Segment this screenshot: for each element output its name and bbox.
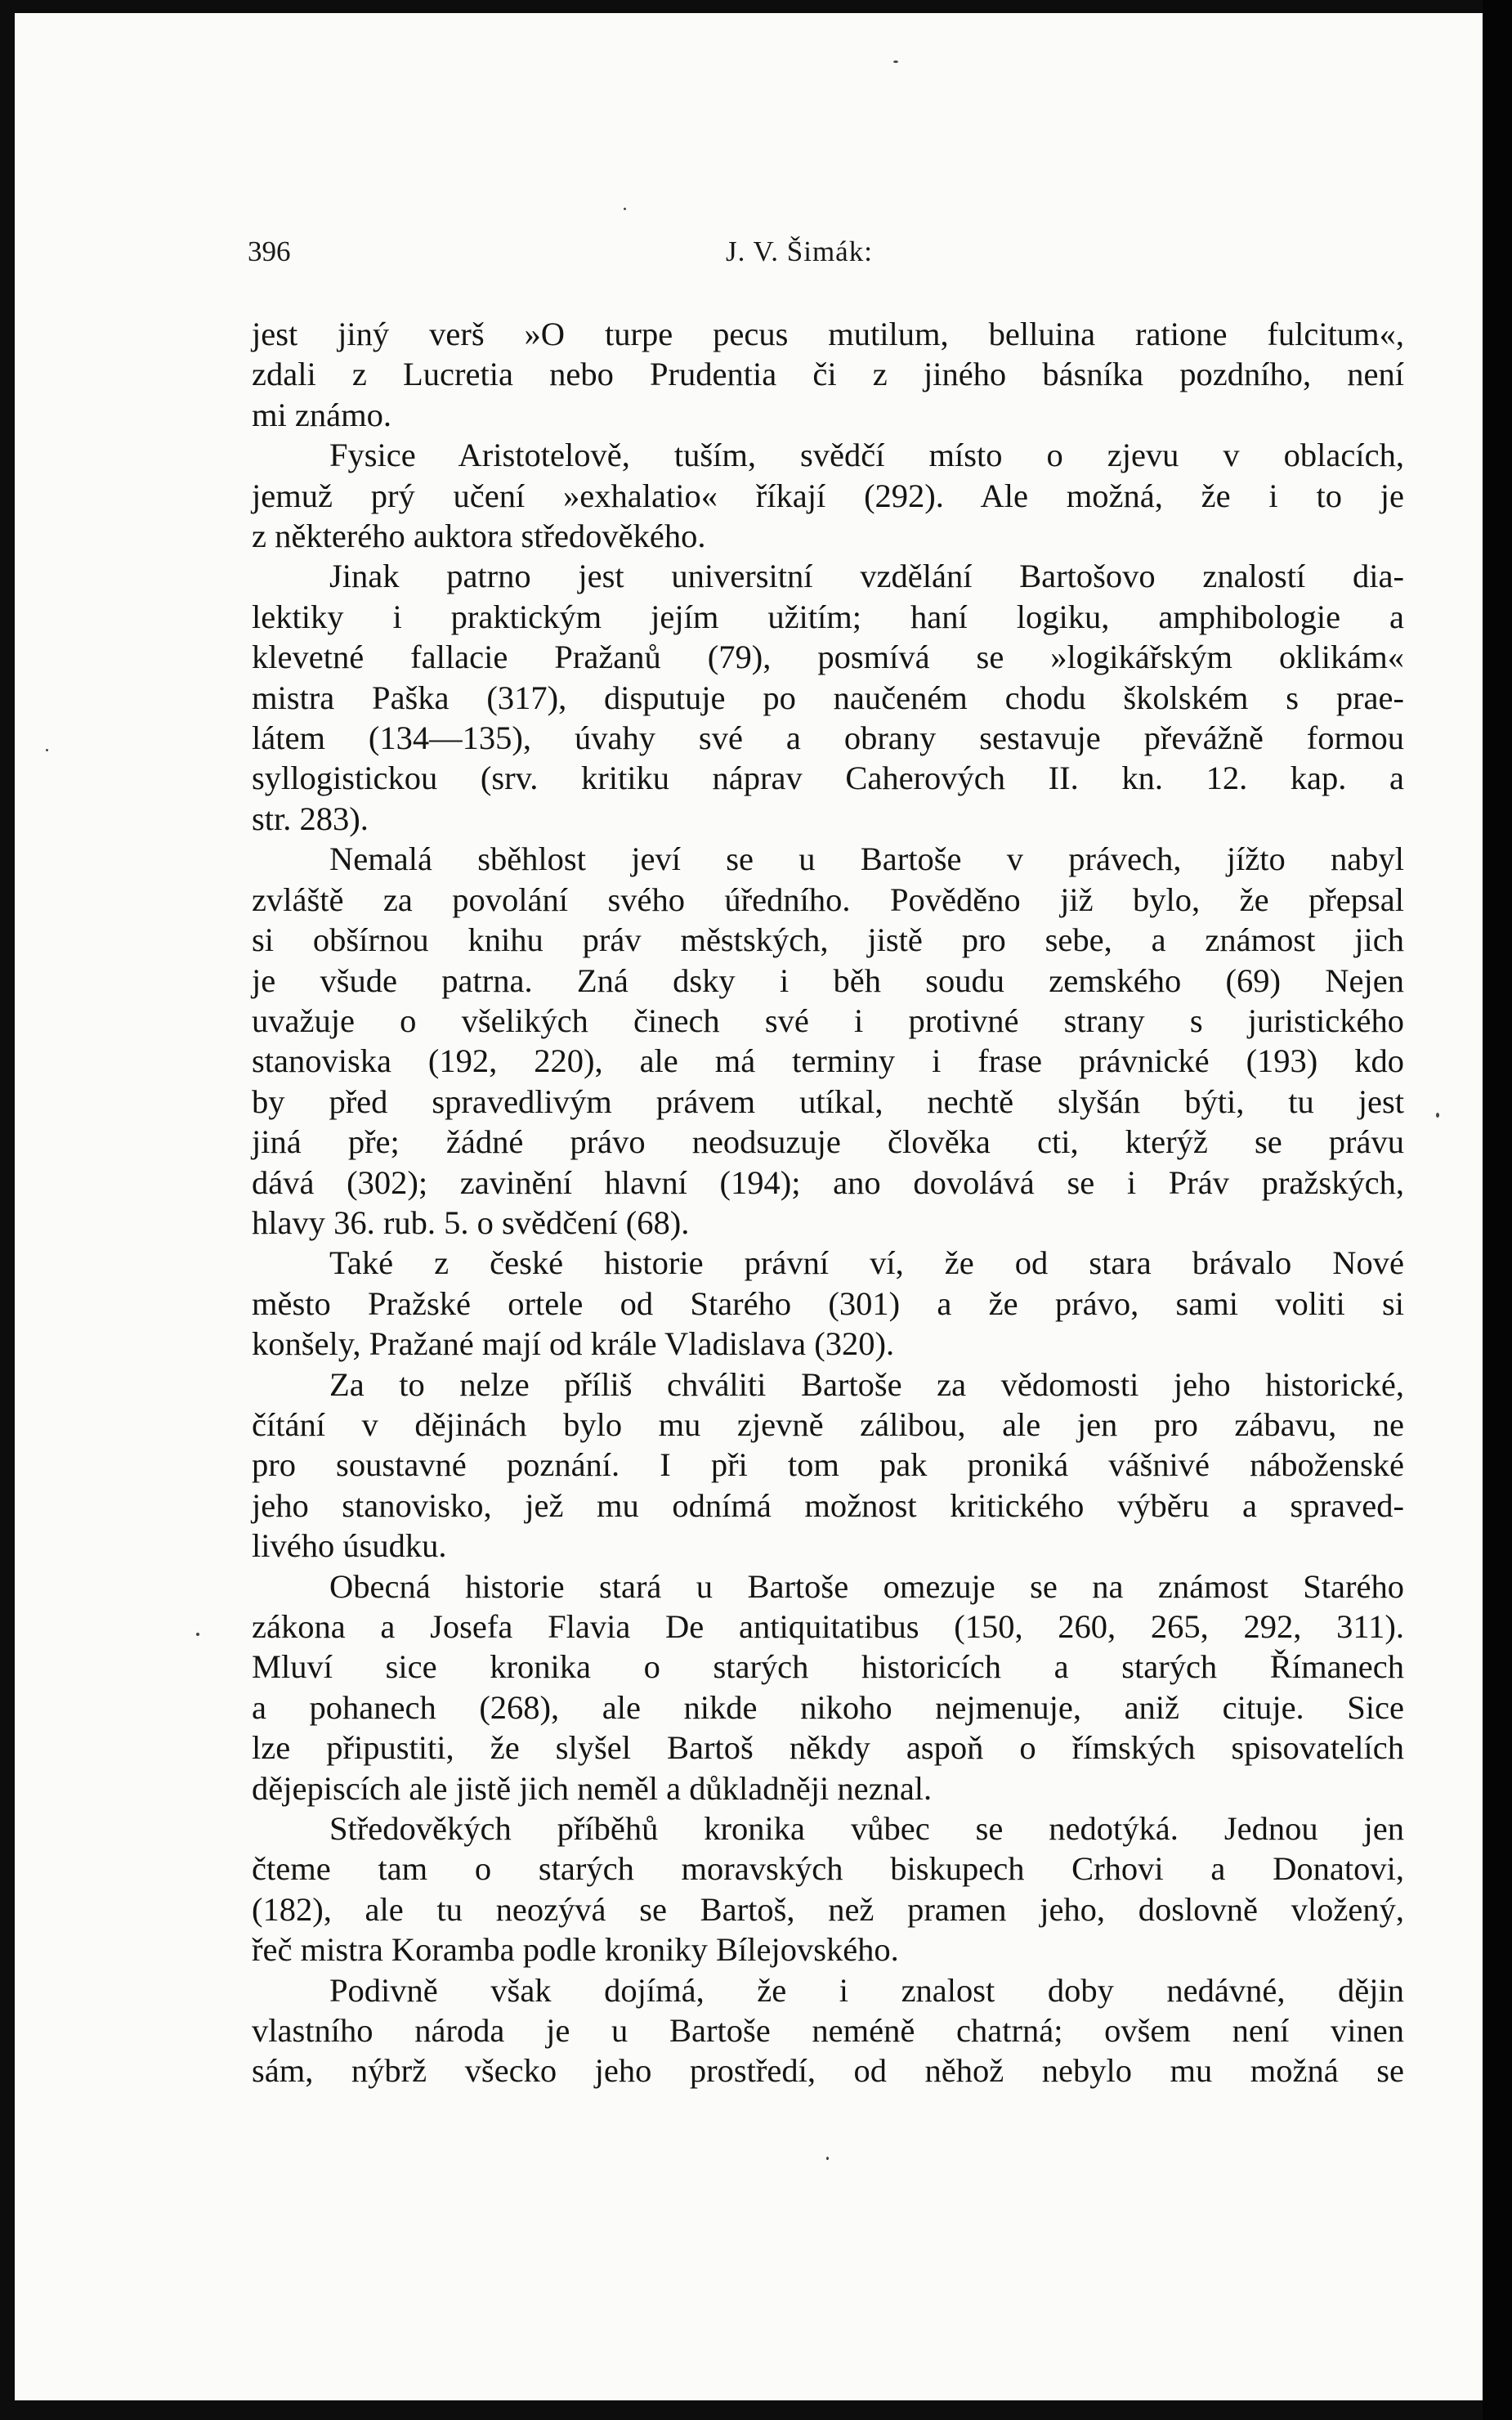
text-line: Nemalá sběhlost jeví se u Bartoše v právech, jížto nabyl xyxy=(329,840,1404,878)
text-line: dějepiscích ale jistě jich neměl a důkladněji neznal. xyxy=(252,1769,933,1807)
text-line: hlavy 36. rub. 5. o svědčení (68). xyxy=(252,1203,690,1241)
paragraph xyxy=(252,556,1404,839)
text-line: Mluví sice kronika o starých historicích a starých Římanech xyxy=(252,1648,1404,1686)
body-text xyxy=(252,314,1404,2091)
text-line: si obšírnou knihu práv městských, jistě pro sebe, a známost jich xyxy=(252,921,1404,959)
text-line: konšely, Pražané mají od krále Vladislava (320). xyxy=(252,1325,895,1363)
text-line: (182), ale tu neozývá se Bartoš, než pramen jeho, doslovně vložený, xyxy=(252,1890,1404,1928)
text-line: čítání v dějinách bylo mu zjevně zálibou, ale jen pro zábavu, ne xyxy=(252,1405,1404,1443)
text-line: pro soustavné poznání. I při tom pak proniká vášnivé náboženské xyxy=(252,1446,1404,1484)
text-line: vlastního národa je u Bartoše neméně chatrná; ovšem není vinen xyxy=(252,2012,1404,2050)
text-line: jemuž prý učení »exhalatio« říkají (292). Ale možná, že i to je xyxy=(252,477,1404,514)
text-line: livého úsudku. xyxy=(252,1527,447,1565)
text-line: sám, nýbrž všecko jeho prostředí, od něhož nebylo mu možná se xyxy=(252,2052,1404,2090)
text-line: čteme tam o starých moravských biskupech Crhovi a Donatovi, xyxy=(252,1850,1404,1888)
text-line: str. 283). xyxy=(252,800,369,837)
text-line: jest jiný verš »O turpe pecus mutilum, belluina ratione fulcitum«, xyxy=(252,316,1404,352)
text-line: Za to nelze příliš chváliti Bartoše za vědomosti jeho historické, xyxy=(329,1365,1404,1403)
text-line: mi známo. xyxy=(252,396,391,433)
text-line: lze připustiti, že slyšel Bartoš někdy aspoň o římských spisovatelích xyxy=(252,1729,1404,1767)
running-head: J. V. Šimák: xyxy=(726,235,873,267)
text-line: jeho stanovisko, jež mu odnímá možnost kritického výběru a spraved- xyxy=(252,1486,1404,1524)
text-line: zákona a Josefa Flavia De antiquitatibus (150, 260, 265, 292, 311). xyxy=(252,1608,1404,1645)
text-line: stanoviska (192, 220), ale má terminy i frase právnické (193) kdo xyxy=(252,1042,1404,1080)
text-line: dává (302); zavinění hlavní (194); ano dovolává se i Práv pražských, xyxy=(252,1163,1404,1201)
text-line: by před spravedlivým právem utíkal, nechtě slyšán býti, tu jest xyxy=(252,1082,1404,1120)
text-line: mistra Paška (317), disputuje po naučeném chodu školském s prae- xyxy=(252,679,1404,716)
paragraph xyxy=(252,1808,1404,1970)
text-line: jiná pře; žádné právo neodsuzuje člověka cti, kterýž se právu xyxy=(252,1123,1404,1161)
text-line: město Pražské ortele od Starého (301) a že právo, sami voliti si xyxy=(252,1284,1404,1322)
page-header xyxy=(248,235,1408,276)
text-line: uvažuje o všelikých činech své i protivné strany s juristického xyxy=(252,1002,1404,1039)
paragraph xyxy=(252,839,1404,1243)
paragraph xyxy=(252,435,1404,556)
text-line: klevetné fallacie Pražanů (79), posmívá se »logikářským oklikám« xyxy=(252,639,1404,676)
text-line: z některého auktora středověkého. xyxy=(252,518,706,555)
paragraph xyxy=(252,1365,1404,1566)
text-line: látem (134—135), úvahy své a obrany sestavuje převážně formou xyxy=(252,719,1404,757)
book-page xyxy=(15,13,1486,2400)
text-line: Také z české historie právní ví, že od stara brávalo Nové xyxy=(329,1244,1404,1282)
text-line: zvláště za povolání svého úředního. Pověděno již bylo, že přepsal xyxy=(252,881,1404,918)
text-line: Fysice Aristotelově, tuším, svědčí místo o zjevu v oblacích, xyxy=(329,437,1404,474)
paragraph xyxy=(252,1243,1404,1364)
text-line: řeč mistra Koramba podle kroniky Bílejovského. xyxy=(252,1931,899,1969)
text-line: Obecná historie stará u Bartoše omezuje se na známost Starého xyxy=(329,1567,1404,1605)
text-line: a pohanech (268), ale nikde nikoho nejmenuje, aniž cituje. Sice xyxy=(252,1688,1404,1726)
paragraph xyxy=(252,1566,1404,1808)
text-line: syllogistickou (srv. kritiku náprav Caherových II. kn. 12. kap. a xyxy=(252,760,1404,797)
paragraph xyxy=(252,314,1404,435)
text-line: Středověkých příběhů kronika vůbec se nedotýká. Jednou jen xyxy=(329,1810,1404,1848)
text-line: Jinak patrno jest universitní vzdělání Bartošovo znalostí dia- xyxy=(329,558,1404,595)
page-number: 396 xyxy=(248,235,291,267)
text-line: zdali z Lucretia nebo Prudentia či z jiného básníka pozdního, není xyxy=(252,356,1404,393)
text-line: Podivně však dojímá, že i znalost doby nedávné, dějin xyxy=(329,1971,1404,2009)
text-line: lektiky i praktickým jejím užitím; haní logiku, amphibologie a xyxy=(252,598,1404,635)
text-line: je všude patrna. Zná dsky i běh soudu zemského (69) Nejen xyxy=(252,961,1404,999)
paragraph xyxy=(252,1970,1404,2091)
scan-border xyxy=(1483,0,1512,2420)
